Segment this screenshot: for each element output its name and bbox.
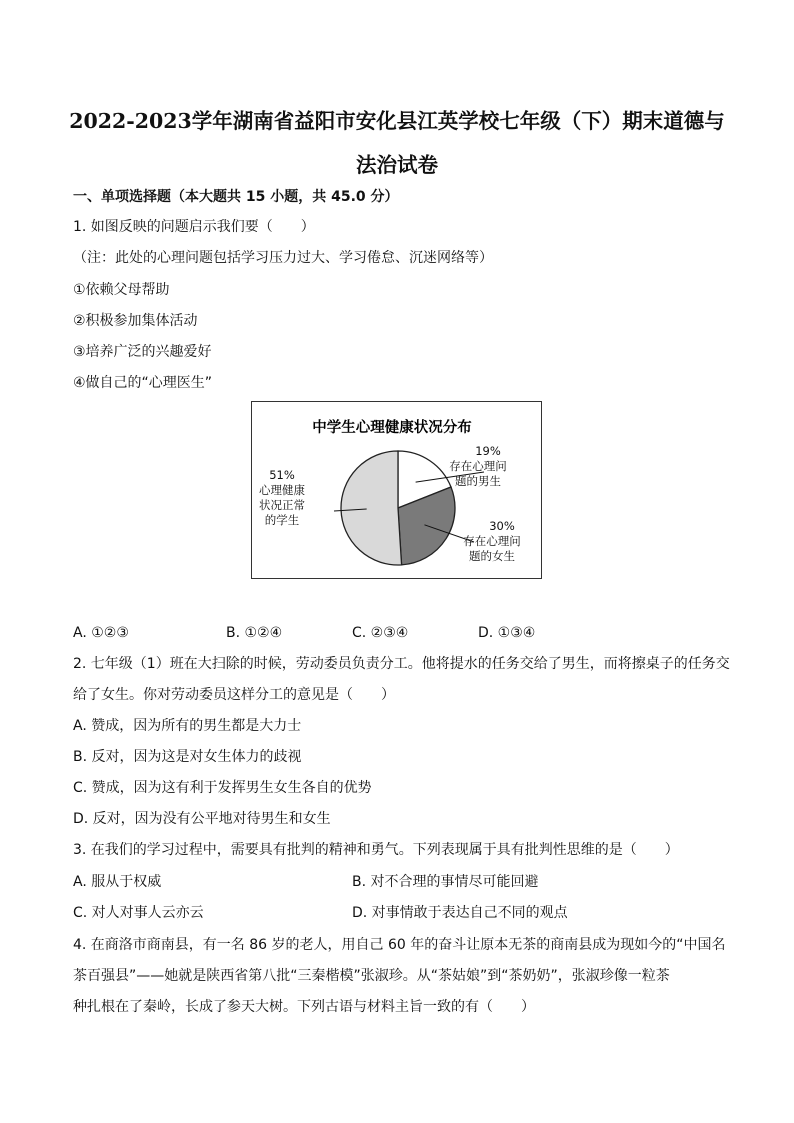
- q4-line1: 4. 在商洛市商南县，有一名 86 岁的老人，用自己 60 年的奋斗让原本无茶的商南县成为现如今的“中国名: [73, 937, 726, 953]
- q3-option-b[interactable]: B. 对不合理的事情尽可能回避: [352, 874, 539, 890]
- q2-option-c[interactable]: C. 赞成，因为这有利于发挥男生女生各自的优势: [73, 780, 372, 796]
- q1-item-3: ③培养广泛的兴趣爱好: [73, 344, 212, 360]
- q3-stem: 3. 在我们的学习过程中，需要具有批判的精神和勇气。下列表现属于具有批判性思维的是（ ）: [73, 842, 679, 858]
- q1-option-c[interactable]: C. ②③④: [352, 625, 409, 641]
- q1-option-d[interactable]: D. ①③④: [478, 625, 536, 641]
- q2-option-b[interactable]: B. 反对，因为这是对女生体力的歧视: [73, 749, 302, 765]
- slice-healthy-students: [341, 451, 402, 565]
- slice-percent-label: 19%: [475, 444, 501, 458]
- q4-line3: 种扎根在了秦岭，长成了参天大树。下列古语与材料主旨一致的有（ ）: [73, 999, 535, 1015]
- slice-percent-label: 51%: [269, 468, 295, 482]
- slice-category-label: 存在心理问: [449, 459, 507, 473]
- q1-note: （注：此处的心理问题包括学习压力过大、学习倦怠、沉迷网络等）: [73, 250, 493, 266]
- q2-option-a[interactable]: A. 赞成，因为所有的男生都是大力士: [73, 718, 302, 734]
- exam-title-line1: 2022-2023学年湖南省益阳市安化县江英学校七年级（下）期末道德与: [69, 109, 725, 133]
- q3-option-c[interactable]: C. 对人对事人云亦云: [73, 905, 204, 921]
- section-heading: 一、单项选择题（本大题共 15 小题，共 45.0 分）: [73, 189, 399, 205]
- slice-category-label: 题的男生: [455, 474, 501, 488]
- q2-stem-line1: 2. 七年级（1）班在大扫除的时候，劳动委员负责分工。他将提水的任务交给了男生，而将擦桌子的任务交: [73, 656, 730, 672]
- pie-chart-figure: [251, 401, 542, 579]
- q1-option-b[interactable]: B. ①②④: [226, 625, 283, 641]
- q1-item-1: ①依赖父母帮助: [73, 282, 170, 298]
- slice-category-label: 题的女生: [469, 549, 515, 563]
- q3-option-a[interactable]: A. 服从于权威: [73, 874, 162, 890]
- slice-category-label: 状况正常: [259, 498, 305, 512]
- q2-stem-line2: 给了女生。你对劳动委员这样分工的意见是（ ）: [73, 687, 395, 703]
- q1-item-2: ②积极参加集体活动: [73, 313, 198, 329]
- slice-category-label: 心理健康: [259, 483, 305, 497]
- q1-item-4: ④做自己的“心理医生”: [73, 375, 213, 391]
- q3-option-d[interactable]: D. 对事情敢于表达自己不同的观点: [352, 905, 568, 921]
- exam-title-line2: 法治试卷: [356, 153, 438, 177]
- chart-title: 中学生心理健康状况分布: [312, 420, 472, 436]
- q1-stem: 1. 如图反映的问题启示我们要（ ）: [73, 219, 315, 235]
- slice-category-label: 存在心理问: [463, 534, 521, 548]
- pie-chart: [252, 402, 543, 580]
- slice-percent-label: 30%: [489, 519, 515, 533]
- q2-option-d[interactable]: D. 反对，因为没有公平地对待男生和女生: [73, 811, 331, 827]
- q1-option-a[interactable]: A. ①②③: [73, 625, 129, 641]
- q4-line2: 茶百强县”——她就是陕西省第八批“三秦楷模”张淑珍。从“茶姑娘”到“茶奶奶”，张淑珍像一粒茶: [73, 968, 670, 984]
- slice-category-label: 的学生: [264, 513, 300, 527]
